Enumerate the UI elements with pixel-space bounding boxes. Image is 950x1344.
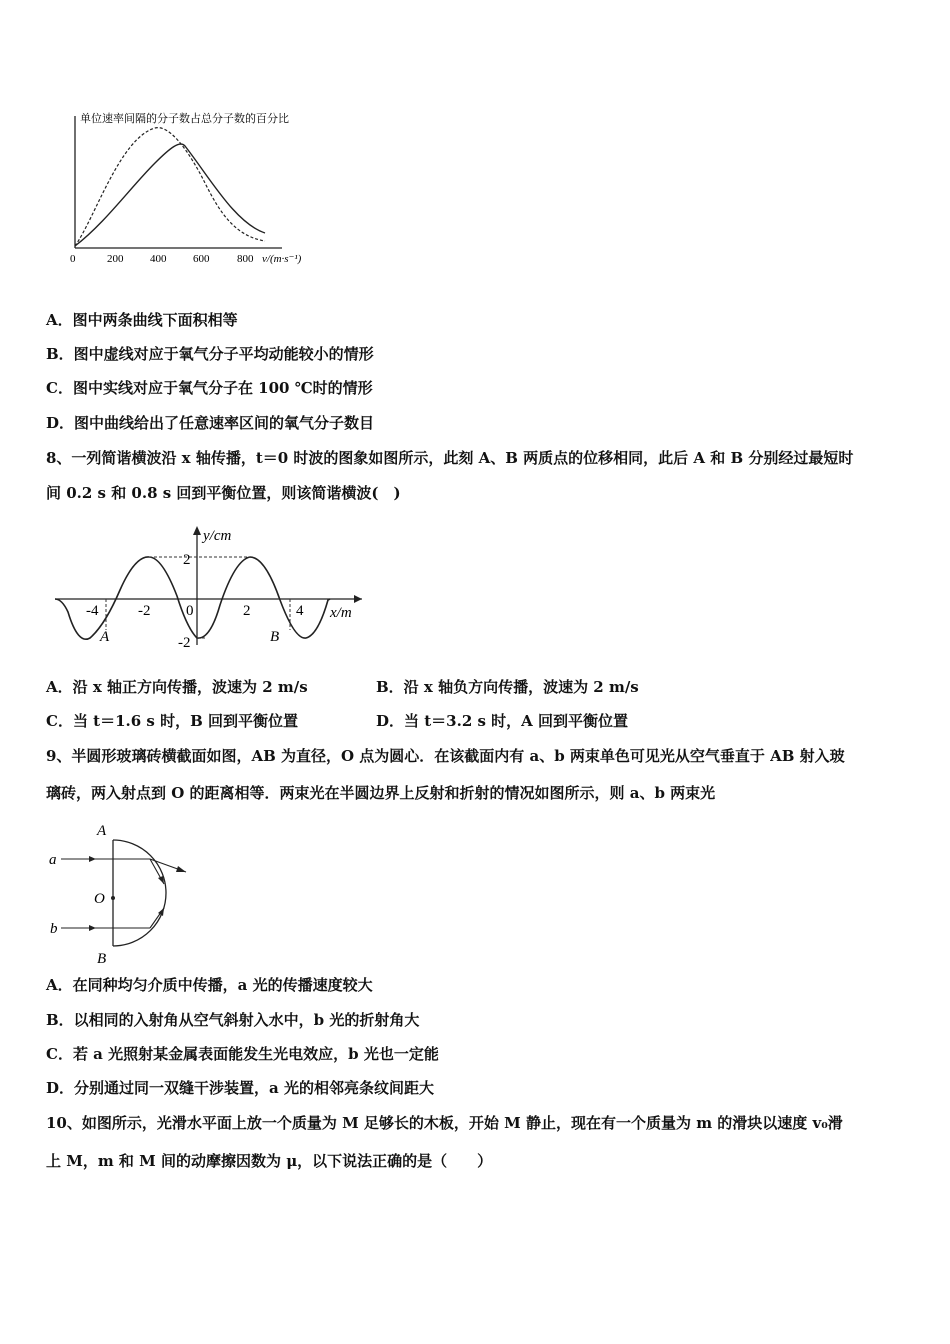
origin-label: 0 <box>186 603 194 619</box>
label-o: O <box>94 891 105 907</box>
q7-option-a: A．图中两条曲线下面积相等 <box>46 311 238 329</box>
wave-figure <box>50 520 370 650</box>
q8-option-a: A．沿 x 轴正方向传播，波速为 2 m/s <box>46 678 308 696</box>
wave-curve <box>55 557 330 639</box>
q9-option-b: B．以相同的入射角从空气斜射入水中，b 光的折射角大 <box>46 1011 420 1029</box>
ytick-2: 2 <box>183 552 191 568</box>
ray-a-arrow <box>89 856 96 862</box>
label-a-point: A <box>97 823 107 839</box>
xtick-neg4: -4 <box>86 603 99 619</box>
q9-option-c: C．若 a 光照射某金属表面能发生光电效应，b 光也一定能 <box>46 1045 439 1063</box>
q8-option-b: B．沿 x 轴负方向传播，波速为 2 m/s <box>376 678 639 696</box>
point-a-label: A <box>100 629 110 645</box>
q7-option-d: D．图中曲线给出了任意速率区间的氧气分子数目 <box>46 414 375 432</box>
q8-option-d: D．当 t＝3.2 s 时，A 回到平衡位置 <box>376 712 629 730</box>
ray-a-reflect-arrow <box>158 876 164 884</box>
x-axis-arrow <box>354 595 362 603</box>
speed-distribution-figure <box>60 108 330 273</box>
q8-stem-line2: 间 0.2 s 和 0.8 s 回到平衡位置，则该简谐横波( ) <box>46 484 401 502</box>
wave-x-label: x/m <box>330 605 352 621</box>
tick-400: 400 <box>150 253 167 265</box>
label-ray-a: a <box>49 852 57 868</box>
q10-stem-line2: 上 M，m 和 M 间的动摩擦因数为 μ，以下说法正确的是（ ） <box>46 1152 493 1170</box>
tick-800: 800 <box>237 253 254 265</box>
ray-a-refract-arrow <box>176 866 186 872</box>
q9-stem-line1: 9、半圆形玻璃砖横截面如图，AB 为直径，O 点为圆心．在该截面内有 a、b 两束单色可见光从空气垂直于 AB 射入玻 <box>46 747 845 765</box>
q9-option-d: D．分别通过同一双缝干涉装置，a 光的相邻亮条纹间距大 <box>46 1079 434 1097</box>
wave-y-label: y/cm <box>203 528 232 544</box>
dashed-curve <box>75 128 265 246</box>
tick-0: 0 <box>70 253 76 265</box>
q8-option-c: C．当 t＝1.6 s 时，B 回到平衡位置 <box>46 712 298 730</box>
q9-stem-line2: 璃砖，两入射点到 O 的距离相等．两束光在半圆边界上反射和折射的情况如图所示，则 a、b 两束光 <box>46 784 716 802</box>
xtick-2: 2 <box>243 603 251 619</box>
ray-b-arrow <box>89 925 96 931</box>
label-ray-b: b <box>50 921 58 937</box>
q9-option-a: A．在同种均匀介质中传播，a 光的传播速度较大 <box>46 976 373 994</box>
x-axis-label: v/(m·s⁻¹) <box>262 253 302 265</box>
y-axis-label: 单位速率间隔的分子数占总分子数的百分比 <box>80 113 289 125</box>
solid-curve <box>75 144 265 246</box>
semicircle-glass-figure <box>46 818 196 968</box>
q7-option-b: B．图中虚线对应于氧气分子平均动能较小的情形 <box>46 345 374 363</box>
xtick-neg2: -2 <box>138 603 151 619</box>
y-axis-arrow <box>193 526 201 535</box>
q7-option-c: C．图中实线对应于氧气分子在 100 ℃时的情形 <box>46 379 373 397</box>
q8-stem-line1: 8、一列简谐横波沿 x 轴传播，t＝0 时波的图象如图所示，此刻 A、B 两质点的位移相同，此后 A 和 B 分别经过最短时 <box>46 449 854 467</box>
point-b-label: B <box>270 629 280 645</box>
xtick-4: 4 <box>296 603 304 619</box>
center-o-dot <box>111 896 115 900</box>
label-b-point: B <box>97 951 107 967</box>
tick-600: 600 <box>193 253 210 265</box>
tick-200: 200 <box>107 253 124 265</box>
semicircle-arc <box>113 840 166 946</box>
q10-stem-line1: 10、如图所示，光滑水平面上放一个质量为 M 足够长的木板，开始 M 静止，现在有一个质量为 m 的滑块以速度 v₀滑 <box>46 1114 843 1132</box>
ytick-neg2: -2 <box>178 635 191 650</box>
